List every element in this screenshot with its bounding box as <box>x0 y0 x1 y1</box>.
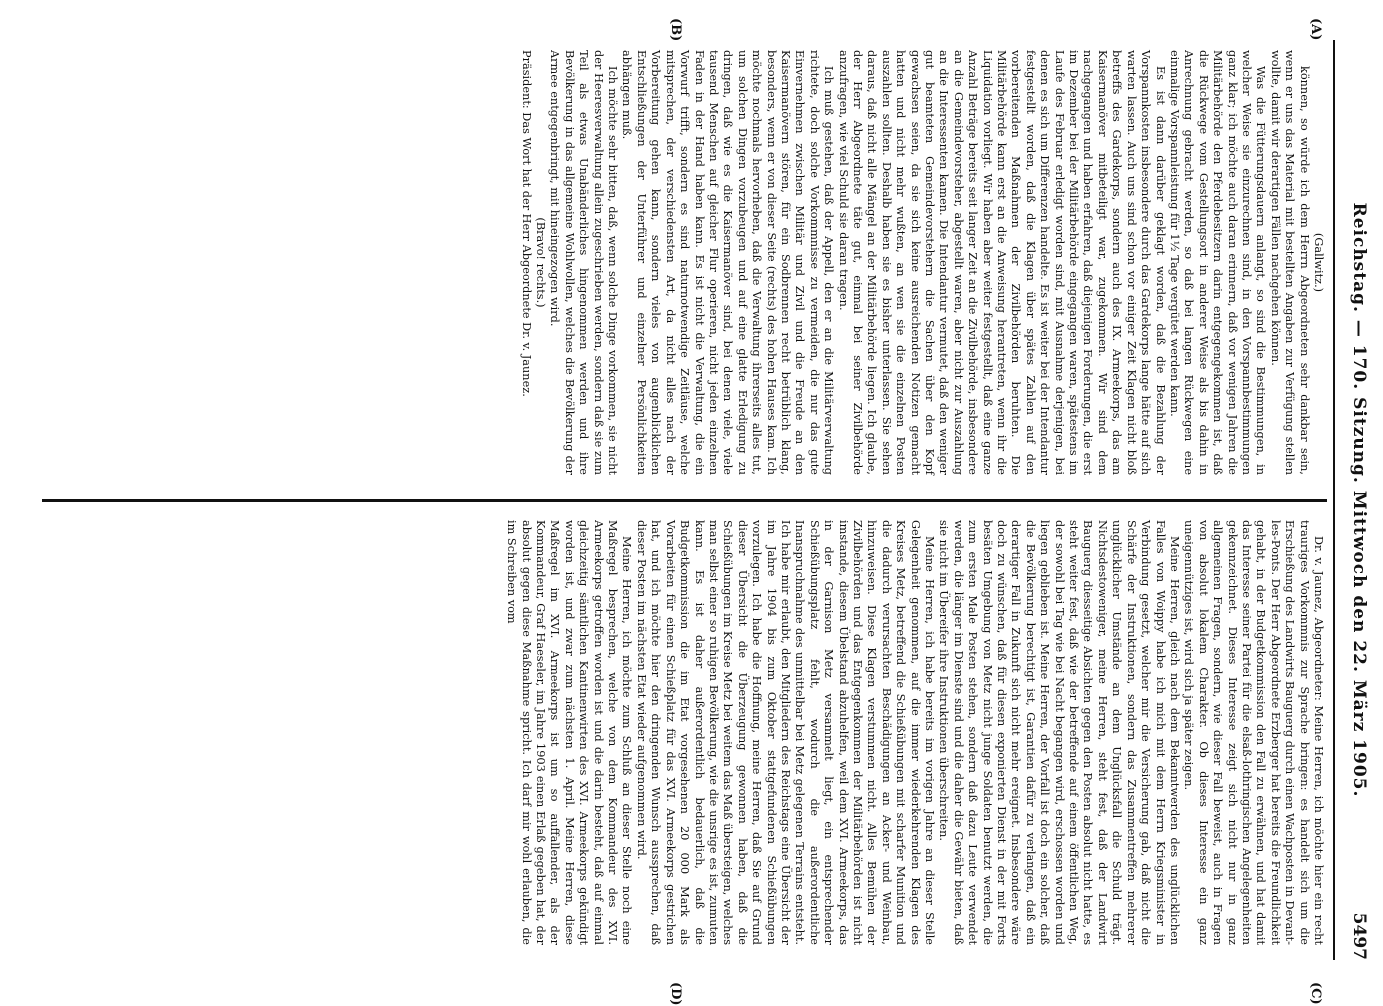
paragraph: Es ist dann darüber geklagt worden, daß die Bezahlung der Vorspannkosten insbesondere durch das Gardekorps lange hätte auf sich warten lassen. Auch uns sind schon vor einiger Zeit Klagen nicht bloß betreffs des Gardekorps, sondern auch des IX. Armeekorps, das am Kaisermanöver mitbeteiligt war, zugekommen. Wir sind dem nachgegangen und haben erfahren, daß diejenigen Forderungen, die erst im Dezember bei der Militärbehörde eingegangen waren, spätestens im Laufe des Februar erledigt worden sind, mit Ausnahme derjenigen, bei denen es sich um Differenzen handelte. Es ist weiter bei der Intendantur festgestellt worden, daß die Klagen über spätes Zahlen auf den vorbereitenden Maßnahmen der Zivilbehörden beruhten. Die Militärbehörde kann erst an die Anweisung herantreten, wenn ihr die Liquidation vorliegt. Wir haben aber weiter festgestellt, daß eine ganze Anzahl Beträge bereits seit langer Zeit an die Zivilbehörde, insbesondere an die Gemeindevorsteher, abgestellt waren, aber nicht zur Auszahlung an die Interessenten kamen. Die Intendantur vermutet, daß den weniger gut beamteten Gemeindevorstehern die Sachen über den Kopf gewachsen seien, da sie sich keine ausreichenden Notizen gemacht hatten und nicht mehr wußten, an wen sie die einzelnen Posten auszahlen sollten. Deshalb haben sie es bisher unterlassen. Sie sehen daraus, daß nicht alle Mängel an der Militärbehörde liegen. Ich glaube, der Herr Abgeordnete täte gut, einmal bei seiner Zivilbehörde anzufragen, wie viel Schuld sie daran tragen. <box>836 50 1167 475</box>
margin-mark-a: (A) <box>1308 18 1323 41</box>
header-rule <box>1333 40 1335 960</box>
left-text-column <box>518 50 1325 475</box>
paragraph: Präsident: Das Wort hat der Herr Abgeordnete Dr. v. Jaunez. <box>519 50 533 397</box>
paragraph: Ich muß gestehen, daß der Appell, den er an die Militärverwaltung richtete, doch solche Vorkommnisse zu vermeiden, die nur das gute Einvernehmen zwischen Militär und Zivil und die Freude an den Kaisermanövern stören, für ein Sodbrennen recht betrüblich klang, besonders, wenn er von dieser Seite (rechts) des hohen Hauses kam. Ich möchte nochmals hervorheben, daß die Verwaltung ihrerseits alles tut, um solchen Dingen vorzubeugen und auf eine glatte Erledigung zu dringen, daß wie es die Kaisermanöver sind, bei denen viele, viele tausend Menschen auf gleicher Flur operieren, nicht jeden einzelnen Faden in der Hand haben kann. Es ist nicht die Verwaltung, die ein Vorwurf trifft, sondern es sind naturnotwendige Zeitläuse, welche mitsprechen, der verschiedensten Art, da nicht alles nach der Vorbereitung gehen kann, sondern vieles von augenblicklichen Entschließungen der Unterführer und einzelner Persönlichkeiten abhängen muß. <box>620 50 836 475</box>
paragraph: können, so würde ich dem Herrn Abgeordneten sehr dankbar sein, wenn er uns das Material mit bestellten Angaben zur Verfügung stellen wollte, damit wir derartigen Fällen nachgehen können. <box>1268 50 1311 475</box>
paragraph: Ich möchte sehr bitten, daß, wenn solche Dinge vorkommen, sie nicht der Heeresverwaltung allein zugeschrieben werden, sondern daß sie zum Teil als etwas Unabänderliches hingenommen werden und ihre Bevölkerung in das allgemeine Wohlwollen, welches die Bevölkerung der Armee entgegenbringt, mit hineingezogen wird. <box>548 50 620 475</box>
paragraph: Was die Fütterungsdauern anlangt, so sind die Bestimmungen, in welcher Weise sie einzurechnen sind, in den Vorspannbestimmungen ganz klar; ich möchte auch daran erinnern, daß vor wenigen Jahren die Militärbehörde den Pferdebesitzern darin entgegengekommen ist, daß die Rückwege vom Gestellungsort in anderer Weise als bis dahin in Anrechnung gebracht werden, so daß bei langen Rückwegen eine einmalige Vorspannleistung für 1½ Tage vergütet werden kann. <box>1167 50 1268 475</box>
paragraph: Meine Herren, gleich nach dem Bekanntwerden des unglücklichen Falles von Woippy habe ich mich mit dem Herrn Kriegsminister in Verbindung gesetzt, welcher mir die Versicherung gab, daß nicht die Schärfe der Instruktionen, sondern das Zusammentreffen mehrerer unglücklicher Umstände an dem Unglücksfall die Schuld trägt. Nichtsdestoweniger, meine Herren, steht fest, daß der Landwirt Bauguerg diesseitige Absichten gegen den Posten absolut nicht hatte, es steht weiter fest, daß wie der betreffende auf einem öffentlichen Weg, der sowohl bei Tag wie bei Nacht begangen wird, erschossen worden und liegen geblieben ist. Meine Herren, der Vorfall ist doch ein solcher, daß die Bevölkerung berechtigt ist, Garantien dafür zu verlangen, daß ein derartiger Fall in Zukunft sich nicht mehr ereignet. Insbesondere wäre doch zu wünschen, daß für diesen exponierten Dienst in der mit Forts besäten Umgebung von Metz nicht junge Soldaten benutzt werden, die zum ersten Male Posten stehen, sondern daß dazu Leute verwendet werden, die länger im Dienste sind und die daher die Gewähr bieten, daß sie nicht im Übereifer ihre Instruktionen überschreiten. <box>937 520 1181 945</box>
margin-mark-b: (B) <box>668 18 683 42</box>
page-number: 5497 <box>1349 912 1369 960</box>
column-divider <box>42 499 1327 502</box>
page-header <box>1335 40 1373 960</box>
page-header-title: Reichstag. — 170. Sitzung. Mittwoch den 22. März 1905. <box>1349 202 1369 798</box>
paragraph: Dr. v. Jaunez, Abgeordneter: Meine Herren, ich möchte hier ein recht trauriges Vorkommnis zur Sprache bringen: es handelt sich um die Erschießung des Landwirts Bauguerg durch einen Wachposten in Devant-les-Ponts. Der Herr Abgeordnete Erzberger hat bereits die Freundlichkeit gehabt, in der Budgetkommission den Fall zu erwähnen, und hat damit das Interesse seiner Partei für die elsaß-lothringischen Angelegenheiten gekennzeichnet. Dieses Interesse zeigt sich nicht nur in ganz allgemeinen Fragen, sondern, wie dieser Fall beweist, auch in Fragen von absolut lokalem Charakter. Ob dieses Interesse ein ganz uneigennütziges ist, wird sich ja später zeigen. <box>1182 520 1325 945</box>
margin-mark-c: (C) <box>1308 982 1323 1005</box>
margin-mark-d: (D) <box>668 982 683 1006</box>
paragraph: (Bravo! rechts.) <box>534 217 548 308</box>
paragraph: Meine Herren, ich habe bereits im vorigen Jahre an dieser Stelle Gelegenheit genommen, auf die immer wiederkehrenden Klagen des Kreises Metz, betreffend die Schießübungen mit scharfer Munition und die dadurch verursachten Beschädigungen an Acker- und Weinbau, hinzuweisen. Diese Klagen verstummen nicht. Alles Bemühen der Zivilbehörden und das Entgegenkommen der Militärbehörden ist nicht imstande, diesem Übelstand abzuhelfen, weil dem XVI. Armeekorps, das in der Garnison Metz versammelt liegt, ein entsprechender Schießübungsplatz fehlt, wodurch die außerordentliche Inanspruchnahme des unmittelbar bei Metz gelegenen Terrains entsteht. Ich habe mir erlaubt, den Mitgliedern des Reichstags eine Übersicht der im Jahre 1904 bis zum Oktober stattgefundenen Schießübungen vorzulegen. Ich habe die Hoffnung, meine Herren, daß Sie auf Grund dieser Übersicht die Überzeugung gewonnen haben, daß die Schießübungen im Kreise Metz bei weitem das Maß übersteigen, welches man selbst einer so ruhigen Bevölkerung, wie die unsrige es ist, zumuten kann. Es ist daher außerordentlich bedauerlich, daß die Budgetkommission die im Etat vorgesehenen 20 000 Mark als Vorarbeiten für einen Schießplatz für das XVI. Armeekorps gestrichen hat, und ich möchte hier den dringenden Wunsch aussprechen, daß dieser Posten im nächsten Etat wieder aufgenommen wird. <box>634 520 937 945</box>
paragraph: (Gallwitz.) <box>1312 232 1325 293</box>
right-text-column <box>504 520 1325 945</box>
paragraph: Meine Herren, ich möchte zum Schluß an dieser Stelle noch eine Maßregel besprechen, welche von dem Kommandeur des XVI. Armeekorps getroffen worden ist und die darin besteht, daß auf einmal gleichzeitig sämtlichen Kantinenwirten des XVI. Armeekorps gekündigt worden ist, und zwar zum nächsten 1. April. Meine Herren, diese Maßregel im XVI. Armeekorps ist um so auffallender, als der Kommandeur, Graf Haeseler, im Jahre 1903 einen Erlaß gegeben hat, der absolut gegen diese Maßnahme spricht. Ich darf mir wohl erlauben, die im Schreiben vom <box>505 520 634 945</box>
